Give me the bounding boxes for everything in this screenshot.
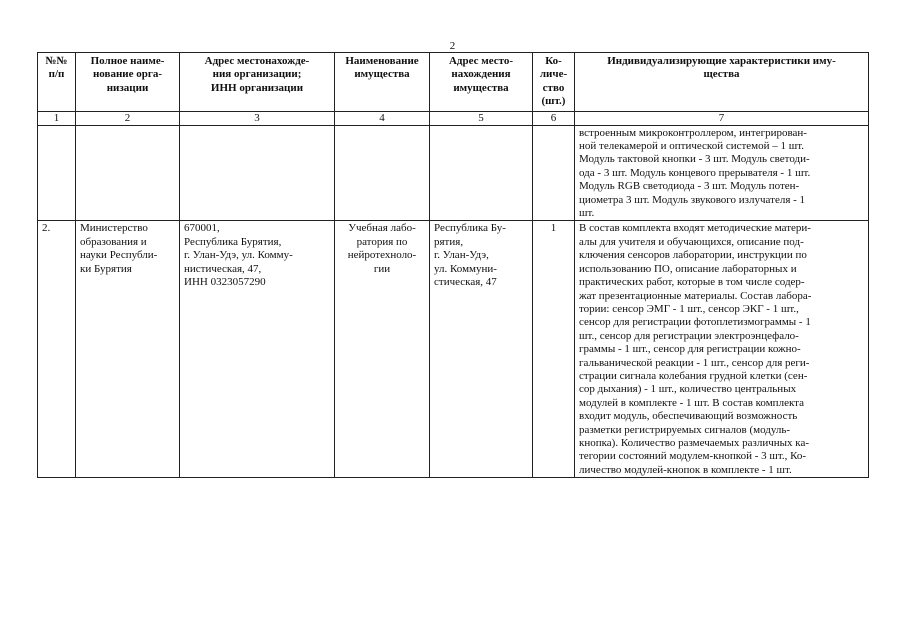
cell-property-name: Учебная лабо- ратория по нейротехноло- гии xyxy=(335,221,430,478)
column-number: 3 xyxy=(180,111,335,125)
column-number: 5 xyxy=(430,111,533,125)
column-number: 2 xyxy=(76,111,180,125)
empty-cell xyxy=(38,125,76,221)
cell-property-address: Республика Бу- рятия, г. Улан-Удэ, ул. Коммуни- стическая, 47 xyxy=(430,221,533,478)
table-header-row xyxy=(38,53,869,112)
empty-cell xyxy=(335,125,430,221)
cell-quantity: 1 xyxy=(533,221,575,478)
empty-cell xyxy=(76,125,180,221)
header-property-address: Адрес место- нахождения имущества xyxy=(430,53,533,112)
page-number: 2 xyxy=(449,40,456,52)
header-organization-address: Адрес местонахожде- ния организации; ИНН организации xyxy=(180,53,335,112)
empty-cell xyxy=(430,125,533,221)
cell-row-number: 2. xyxy=(38,221,76,478)
table-row-continuation xyxy=(38,125,869,221)
header-property-name: Наименование имущества xyxy=(335,53,430,112)
empty-cell xyxy=(180,125,335,221)
table-row xyxy=(38,221,869,478)
header-organization-name: Полное наиме- нование орга- низации xyxy=(76,53,180,112)
column-number: 4 xyxy=(335,111,430,125)
property-registry-table xyxy=(37,52,869,478)
header-characteristics: Индивидуализирующие характеристики иму- щества xyxy=(575,53,869,112)
cell-organization-name: Министерство образования и науки Республи- ки Бурятия xyxy=(76,221,180,478)
cell-characteristics-continued: встроенным микроконтроллером, интегрирован- ной телекамерой и оптической системой – 1 шт. Модуль тактовой кнопки - 3 шт. Модуль светоди- ода - 3 шт. Модуль концевого прерывателя - 1 шт. Модуль RGB светодиода - 3 шт. Модуль потен- циометра 3 шт. Модуль звукового излучателя - 1 шт. xyxy=(575,125,869,221)
empty-cell xyxy=(533,125,575,221)
column-number: 1 xyxy=(38,111,76,125)
header-quantity: Ко- личе- ство (шт.) xyxy=(533,53,575,112)
cell-organization-address: 670001, Республика Бурятия, г. Улан-Удэ, ул. Комму- нистическая, 47, ИНН 0323057290 xyxy=(180,221,335,478)
header-row-number: №№ п/п xyxy=(38,53,76,112)
cell-characteristics: В состав комплекта входят методические матери- алы для учителя и обучающихся, описание под- ключения сенсоров лаборатории, инструкции по использованию ПО, описание лабораторных и практических работ, которые в том числе содер- жат презентационные материалы. Состав лабора- тории: сенсор ЭМГ - 1 шт., сенсор ЭКГ - 1 шт., сенсор для регистрации фотоплетизмограммы - 1 шт., сенсор для регистрации электроэнцефало- граммы - 1 шт., сенсор для регистрации кожно- гальванической реакции - 1 шт., сенсор для реги- страции сигнала колебания грудной клетки (сен- сор дыхания) - 1 шт., количество центральных модулей в комплекте - 1 шт. В состав комплекта входит модуль, обеспечивающий возможность разметки регистрируемых сигналов (модуль- кнопка). Количество размечаемых различных ка- тегории состояний модулем-кнопкой - 3 шт., Ко- личество модулей-кнопок в комплекте - 1 шт. xyxy=(575,221,869,478)
column-number: 7 xyxy=(575,111,869,125)
column-number: 6 xyxy=(533,111,575,125)
column-number-row xyxy=(38,111,869,125)
